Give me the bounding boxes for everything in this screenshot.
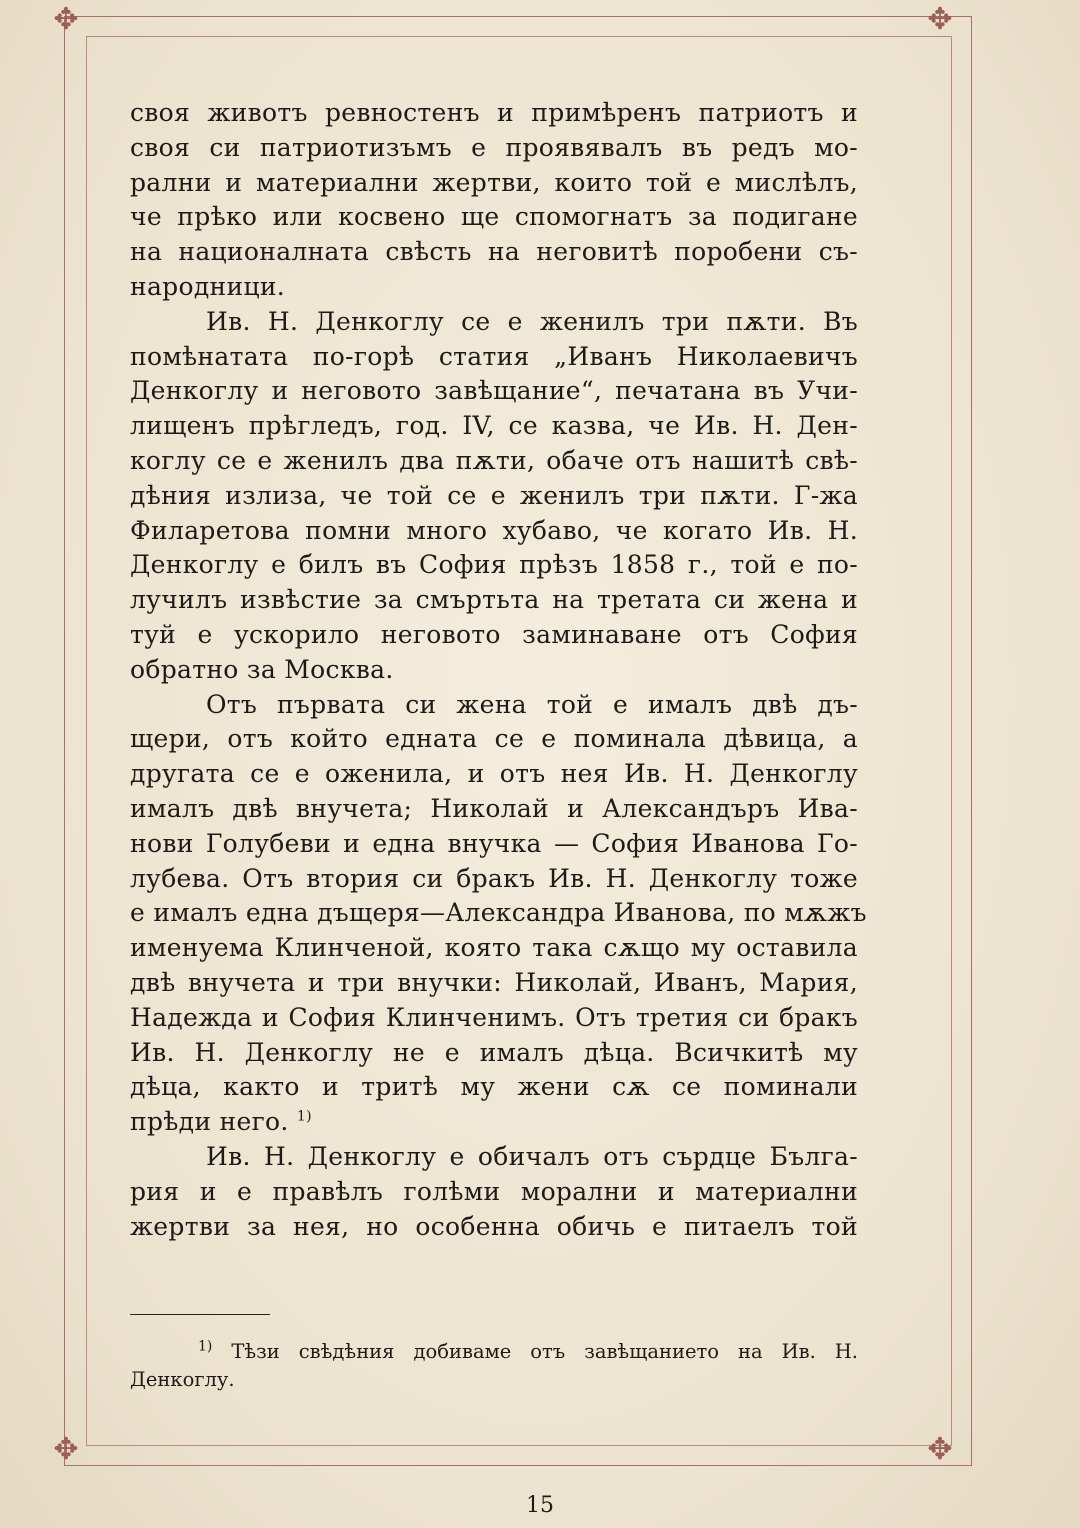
text-line: дѣния излиза, че той се е женилъ три пѫти. Г-жа <box>130 480 858 510</box>
corner-ornament-icon: ✥ <box>927 1432 953 1467</box>
text-line: жертви за нея, но особенна обичь е питаелъ той <box>130 1211 858 1241</box>
corner-ornament-icon: ✥ <box>53 1432 79 1467</box>
corner-ornament-icon: ✥ <box>927 2 953 37</box>
footnote-line: Денкоглу. <box>130 1368 235 1391</box>
text-line: своя си патриотизъмъ е проявявалъ въ редъ мо- <box>130 132 858 162</box>
text-line: двѣ внучета и три внучки: Николай, Иванъ, Мария, <box>130 967 858 997</box>
page-number: 15 <box>526 1493 554 1518</box>
text-line: Денкоглу и неговото завѣщание“, печатана въ Учи- <box>130 376 858 406</box>
text-line: своя животъ ревностенъ и примѣренъ патриотъ и <box>130 98 858 127</box>
footnote-reference: 1) <box>296 1108 312 1125</box>
text-line: туй е ускорило неговото заминаване отъ София <box>130 619 858 649</box>
text-line: помѣнатата по-горѣ статия „Иванъ Николаевичъ <box>130 341 858 371</box>
text-line: дѣца, както и тритѣ му жени сѫ се поминали <box>130 1072 858 1102</box>
text-line: обратно за Москва. <box>130 654 394 684</box>
text-line: лубева. Отъ втория си бракъ Ив. Н. Денкоглу тоже <box>130 863 858 893</box>
corner-ornament-icon: ✥ <box>53 2 79 37</box>
footnote-divider <box>130 1314 270 1315</box>
text-line: другата се е оженила, и отъ нея Ив. Н. Денкоглу <box>130 759 858 789</box>
text-line: щери, отъ който едната се е поминала дѣвица, а <box>130 724 858 754</box>
text-line: лищенъ прѣгледъ, год. IV, се казва, че Ив. Н. Ден- <box>130 411 858 441</box>
text-line: Денкоглу е билъ въ София прѣзъ 1858 г., той е по- <box>130 550 858 580</box>
text-line: рия и е правѣлъ голѣми морални и материални <box>130 1176 858 1206</box>
text-line <box>130 1105 858 1140</box>
text-line: лучилъ извѣстие за смъртьта на третата си жена и <box>130 585 858 615</box>
text-line: е ималъ една дъщеря—Александра Иванова, по мѫжъ <box>130 898 867 928</box>
text-line: нови Голубеви и една внучка — София Иванова Го- <box>130 828 858 858</box>
text-line: Ив. Н. Денкоглу не е ималъ дѣца. Всичкитѣ му <box>130 1037 858 1067</box>
text-line: Филаретова помни много хубаво, че когато Ив. Н. <box>130 515 858 545</box>
text-line: че прѣко или косвено ще спомогнатъ за подигане <box>130 202 858 232</box>
body-text <box>130 96 867 1244</box>
footnote-marker: 1) <box>198 1338 213 1355</box>
text-line: именуема Клинченой, която така сѫщо му оставила <box>130 933 858 963</box>
text-line-content: прѣди него. <box>130 1107 289 1137</box>
text-line: Ив. Н. Денкоглу се е женилъ три пѫти. Въ <box>206 306 858 336</box>
text-line: народници. <box>130 271 286 301</box>
text-line: коглу се е женилъ два пѫти, обаче отъ нашитѣ свѣ- <box>130 445 858 475</box>
text-line: ималъ двѣ внучета; Николай и Александъръ Ива- <box>130 793 858 823</box>
footnote-text: Тѣзи свѣдѣния добиваме отъ завѣщанието на Ив. Н. <box>231 1340 858 1363</box>
footnote <box>130 1338 858 1394</box>
text-line: Отъ първата си жена той е ималъ двѣ дъ- <box>206 689 858 719</box>
text-line: рални и материални жертви, които той е мислѣлъ, <box>130 167 858 197</box>
text-line: Надежда и София Клинченимъ. Отъ третия си бракъ <box>130 1002 858 1032</box>
text-line: на националната свѣсть на неговитѣ поробени съ- <box>130 237 858 267</box>
text-line: Ив. Н. Денкоглу е обичалъ отъ сърдце Бълга- <box>206 1141 858 1171</box>
footnote-line <box>130 1338 858 1366</box>
